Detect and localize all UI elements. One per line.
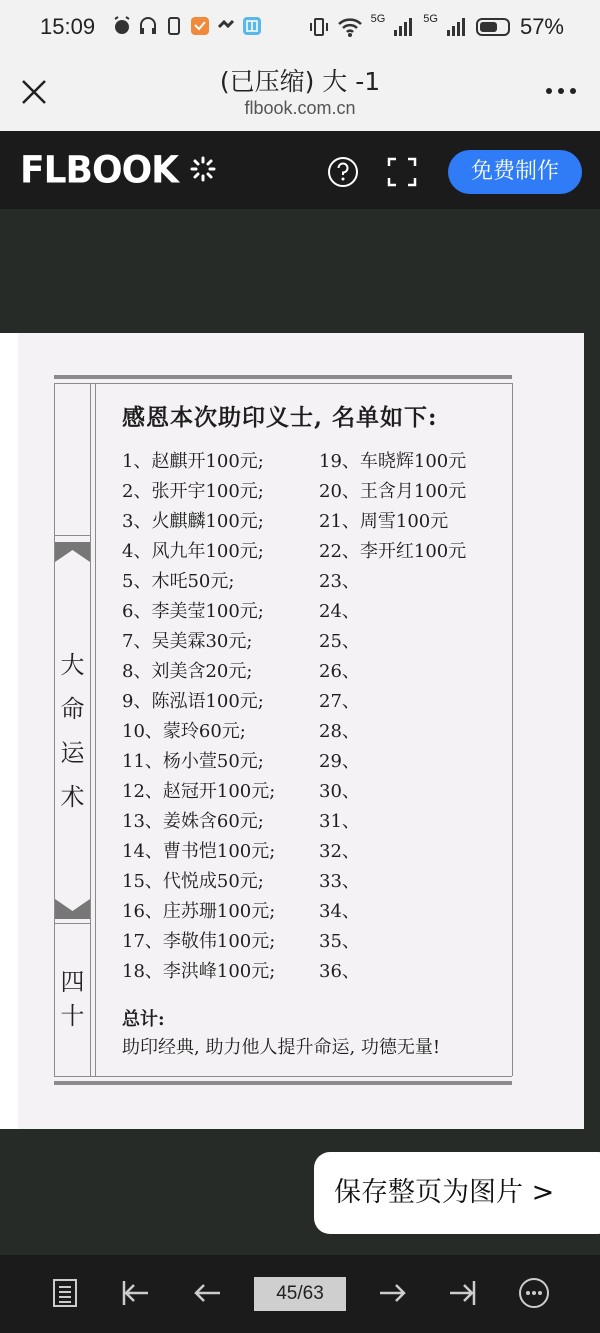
donor-entry: 30、: [319, 781, 360, 802]
battery-small-icon: [164, 15, 184, 37]
loading-icon: [190, 156, 216, 182]
frame-border: [90, 383, 91, 1076]
create-free-button[interactable]: 免费制作: [448, 150, 582, 194]
page-domain: flbook.com.cn: [244, 98, 356, 118]
donor-entry: 11、杨小萱50元;: [122, 751, 264, 772]
frame-border: [95, 383, 96, 1076]
spine-char: 四: [60, 968, 85, 996]
donor-entry: 27、: [319, 691, 360, 712]
spine-char: 命: [60, 695, 85, 723]
donor-entry: 1、赵麒开100元;: [122, 451, 264, 472]
signal-icon: [393, 16, 415, 38]
donor-entry: 13、姜姝含60元;: [122, 811, 264, 832]
spine-divider: [54, 923, 90, 924]
frame-border: [54, 383, 512, 384]
donor-entry: 9、陈泓语100元;: [122, 691, 264, 712]
next-page-icon[interactable]: [378, 1277, 408, 1309]
donor-entry: 16、庄苏珊100元;: [122, 901, 276, 922]
donor-entry: 3、火麒麟100元;: [122, 511, 264, 532]
spine-char: 术: [60, 783, 85, 811]
status-bar: [0, 0, 600, 56]
frame-border: [54, 375, 512, 379]
table-of-contents-icon[interactable]: [50, 1277, 80, 1309]
book-app-icon: [242, 15, 262, 37]
donor-list-content: [122, 399, 502, 1063]
more-horizontal-icon[interactable]: [544, 86, 578, 96]
donor-list-left: [122, 447, 319, 987]
donor-entry: 32、: [319, 841, 360, 862]
first-page-icon[interactable]: [120, 1277, 150, 1309]
donor-entry: 26、: [319, 661, 360, 682]
page-title: (已压缩) 大 -1: [219, 67, 381, 96]
donor-entry: 17、李敬伟100元;: [122, 931, 276, 952]
headphones-icon: [138, 15, 158, 37]
donor-list-right: [319, 447, 502, 987]
donor-entry: 35、: [319, 931, 360, 952]
donor-entry: 24、: [319, 601, 360, 622]
more-circle-icon[interactable]: [518, 1277, 550, 1309]
donor-entry: 31、: [319, 811, 360, 832]
status-time: 15:09: [40, 14, 96, 39]
status-system-icons: [309, 14, 564, 40]
spine-divider: [54, 535, 90, 536]
previous-page-edge[interactable]: [0, 333, 18, 1129]
donor-entry: 14、曹书恺100元;: [122, 841, 276, 862]
save-page-as-image-button[interactable]: 保存整页为图片 >: [314, 1152, 600, 1234]
donor-entry: 18、李洪峰100元;: [122, 961, 276, 982]
spine-book-title: [55, 643, 90, 819]
flbook-logo[interactable]: FLBOOK: [20, 148, 179, 193]
donor-heading: 感恩本次助印义士, 名单如下:: [122, 404, 438, 431]
donor-entry: 12、赵冠开100元;: [122, 781, 276, 802]
link-app-icon: [216, 15, 236, 37]
page-indicator[interactable]: 45/63: [254, 1277, 346, 1311]
signal-icon-2: [446, 16, 468, 38]
spine-char: 运: [60, 739, 85, 767]
spine-char: 大: [60, 651, 85, 679]
donor-entry: 22、李开红100元: [319, 541, 467, 562]
donor-entry: 7、吴美霖30元;: [122, 631, 253, 652]
browser-title-bar: [0, 56, 600, 131]
spine-char: 十: [60, 1002, 85, 1030]
donor-columns: [122, 447, 502, 987]
wifi-icon: [337, 16, 363, 38]
network-label-1: 5G: [370, 13, 386, 25]
donor-entry: 29、: [319, 751, 360, 772]
vibrate-icon: [309, 16, 329, 38]
frame-border: [54, 1076, 512, 1077]
donor-entry: 36、: [319, 961, 360, 982]
fishtail-ornament: [55, 542, 90, 562]
battery-icon: [476, 16, 512, 38]
donor-entry: 25、: [319, 631, 360, 652]
donor-entry: 5、木吒50元;: [122, 571, 235, 592]
fullscreen-icon[interactable]: [386, 156, 418, 188]
frame-border: [512, 383, 513, 1076]
battery-percent: 57%: [519, 14, 564, 39]
help-circle-icon[interactable]: [327, 156, 359, 188]
donor-entry: 20、王含月100元: [319, 481, 467, 502]
closing-text: 助印经典, 助力他人提升命运, 功德无量!: [122, 1037, 441, 1058]
donor-entry: 28、: [319, 721, 360, 742]
donor-entry: 4、风九年100元;: [122, 541, 264, 562]
donor-entry: 6、李美莹100元;: [122, 601, 264, 622]
last-page-icon[interactable]: [448, 1277, 478, 1309]
shield-app-icon: [190, 15, 210, 37]
frame-border: [54, 1081, 512, 1085]
previous-page-icon[interactable]: [192, 1277, 222, 1309]
app-header: [0, 131, 600, 209]
donor-entry: 10、蒙玲60元;: [122, 721, 246, 742]
donor-entry: 19、车晓辉100元: [319, 451, 467, 472]
network-label-2: 5G: [423, 13, 438, 25]
alarm-icon: [112, 15, 132, 37]
donor-entry: 8、刘美含20元;: [122, 661, 253, 682]
donor-entry: 23、: [319, 571, 360, 592]
donor-entry: 33、: [319, 871, 360, 892]
donor-entry: 2、张开宇100元;: [122, 481, 264, 502]
total-label: 总计:: [122, 1009, 165, 1030]
donor-entry: 15、代悦成50元;: [122, 871, 264, 892]
fishtail-ornament: [55, 899, 90, 919]
book-page[interactable]: [18, 333, 584, 1129]
donor-entry: 21、周雪100元: [319, 511, 449, 532]
bottom-toolbar: [0, 1255, 600, 1333]
status-notification-icons: [112, 15, 262, 37]
donor-entry: 34、: [319, 901, 360, 922]
spine-page-number: [55, 965, 90, 1033]
flipbook-reader: [0, 209, 600, 1255]
